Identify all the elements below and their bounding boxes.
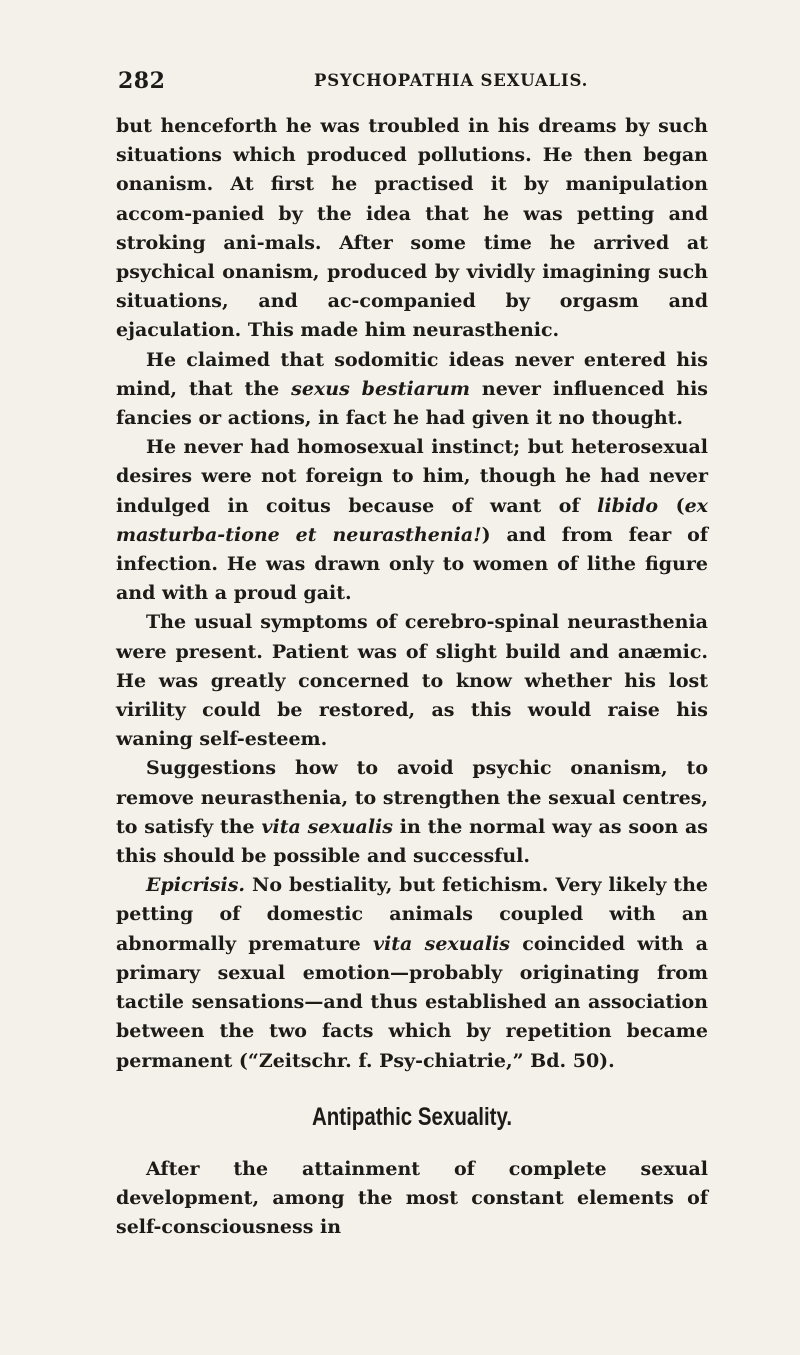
paragraph — [116, 346, 708, 434]
text-run: but henceforth he was troubled in his dreams by such situations which produced pollutions. He then began onanism. At first he practised it by manipulation accom-panied by the idea that he was petting and stroking ani-mals. After some time he arrived at psychical onanism, produced by vividly imagining such situations, and ac-companied by orgasm and ejaculation. This made him neurasthenic. — [116, 115, 708, 342]
paragraph-container — [116, 112, 708, 1076]
italic-text: Epicrisis. — [146, 874, 246, 897]
paragraph — [116, 433, 708, 608]
running-title: PSYCHOPATHIA SEXUALIS. — [314, 71, 589, 90]
text-run: He never had homosexual instinct; but heterosexual desires were not foreign to him, though he had never indulged in coitus because of want of — [116, 436, 708, 517]
paragraph — [116, 1155, 708, 1243]
text-run: coincided with a primary sexual emotion—probably originating from tactile sensations—and thus established an association between the two facts which by repetition became permanent (“Zeitschr. f. Psy-chiatrie,” Bd. 50). — [116, 932, 708, 1072]
text-run: ( — [658, 494, 685, 517]
running-head — [118, 68, 708, 98]
text-run: No bestiality, but fetichism. Very likely the petting of domestic animals coupled with an abnormally premature — [116, 874, 708, 955]
italic-text: ex masturba-tione et neurasthenia! — [116, 494, 708, 546]
italic-text: libido — [597, 494, 659, 517]
text-run: never influenced his fancies or actions, in fact he had given it no thought. — [116, 377, 708, 430]
text-run: He claimed that sodomitic ideas never entered his mind, that the — [116, 348, 708, 400]
section-heading: Antipathic Sexuality. — [311, 1102, 513, 1131]
closing-paragraph-container — [116, 1155, 708, 1243]
italic-text: vita sexualis — [373, 932, 510, 955]
text-run: After the attainment of complete sexual development, among the most constant elements of self-consciousness in — [116, 1157, 708, 1239]
text-run: in the normal way as soon as this should be possible and successful. — [116, 815, 708, 868]
paragraph — [116, 608, 708, 754]
text-run: Suggestions how to avoid psychic onanism, to remove neurasthenia, to strengthen the sexual centres, to satisfy the — [116, 757, 708, 838]
text-run: ) and from fear of infection. He was drawn only to women of lithe figure and with a proud gait. — [116, 523, 708, 605]
paragraph — [116, 112, 708, 346]
italic-text: sexus bestiarum — [291, 377, 470, 400]
text-run: The usual symptoms of cerebro-spinal neurasthenia were present. Patient was of slight build and anæmic. He was greatly concerned to know whether his lost virility could be restored, as this would raise his waning self-esteem. — [116, 611, 708, 751]
italic-text: vita sexualis — [261, 815, 393, 838]
paragraph — [116, 754, 708, 871]
paragraph — [116, 871, 708, 1075]
page-number: 282 — [118, 68, 166, 94]
body-text — [116, 112, 708, 1243]
